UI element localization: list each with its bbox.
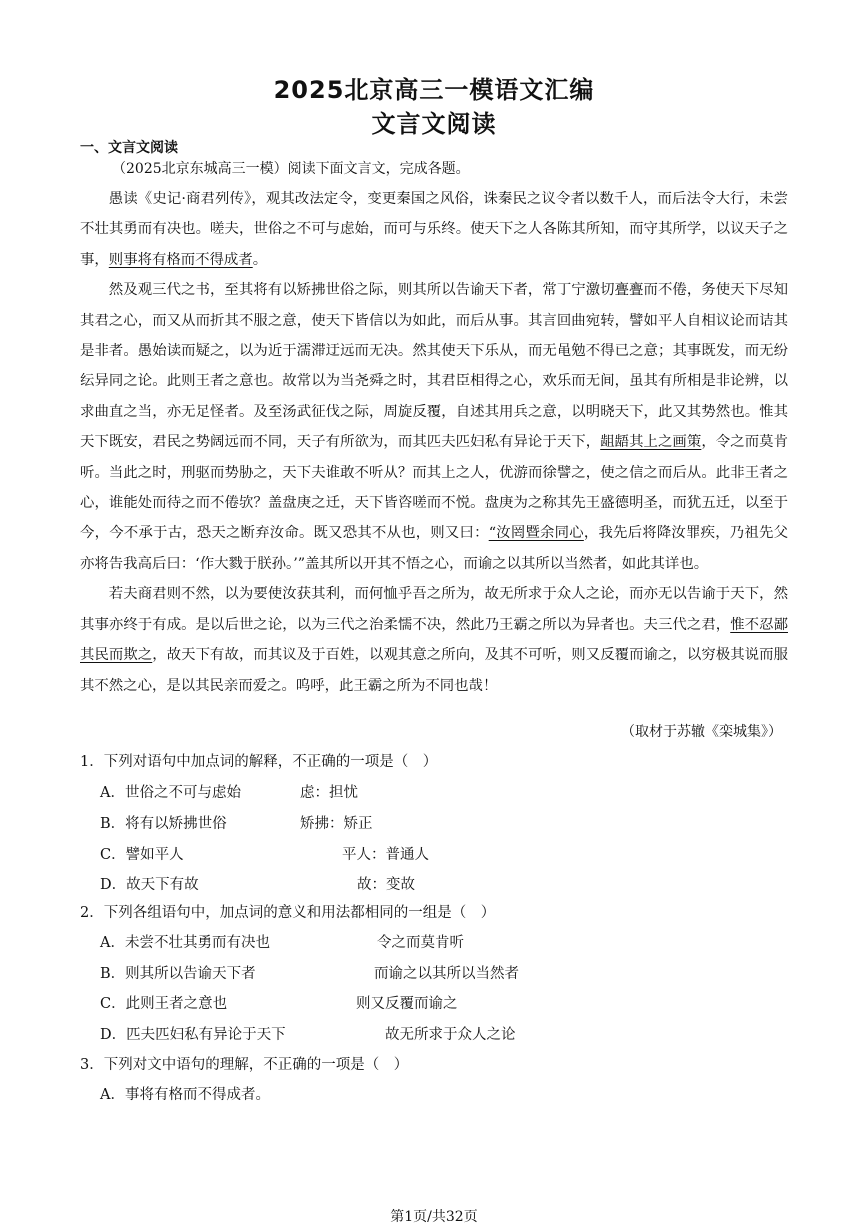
question-2-option-c: C．此则王者之意也 — [100, 996, 228, 1012]
question-1-option-d: D．故天下有故 — [100, 877, 199, 893]
question-1-option-c-definition: 平人：普通人 — [342, 847, 429, 863]
document-subtitle: 文言文阅读 — [371, 110, 497, 138]
passage-text: ，我先后将降汝罪疾，乃祖先父亦将告我高后曰：‘作大戮于朕孙。’”盖其所以开其不悟之心，而谕之以其所以当然者，如此其详也。 — [80, 525, 788, 572]
passage-text: 然及观三代之书，至其将有以矫拂世俗之际，则其所以告谕天下者，常丁宁激切亹亹而不倦，务使天下尽知其君之心，而又从而折其不服之意，使天下皆信以为如此，而后从事。其言回曲宛转，譬如平人自相议论而诘其是非者。愚始读而疑之，以为近于濡滞迂远而无决。然其使天下乐从，而无黾勉不得已之意；其事既发，而无纷纭异同之论。此则王者之意也。故常以为当尧舜之时，其君臣相得之心，欢乐而无间，虽其有所相是非论辨，以求曲直之当，亦无足怪者。及至汤武征伐之际，周旋反覆，自述其用兵之意，以明晓天下，此又其势然也。惟其天下既安，君民之势阔远而不同，天子有所欲为，而其匹夫匹妇私有异论于天下， — [80, 282, 788, 451]
question-2-stem: 2．下列各组语句中，加点词的意义和用法都相同的一组是（ ） — [80, 905, 496, 921]
passage-text: 若夫商君则不然，以为要使汝获其利，而何恤乎吾之所为，故无所求于众人之论，而亦无以告谕于天下，然其事亦终于有成。是以后世之论，以为三代之治柔懦不决，然此乃王霸之所以为异者也。夫三代之君， — [80, 586, 788, 633]
document-title: 2025北京高三一模语文汇编 — [273, 76, 595, 104]
question-2-option-c-pair: 则又反覆而谕之 — [356, 996, 458, 1012]
question-2-option-a: A．未尝不壮其勇而有决也 — [100, 935, 270, 951]
question-2-option-b-pair: 而谕之以其所以当然者 — [374, 966, 519, 982]
passage-text: 。 — [252, 251, 268, 268]
question-3-stem: 3．下列对文中语句的理解，不正确的一项是（ ） — [80, 1057, 409, 1073]
source-citation: （取材于苏辙《栾城集》） — [621, 724, 782, 740]
question-2-option-d: D．匹夫匹妇私有异论于天下 — [100, 1027, 286, 1043]
question-1-option-b-definition: 矫拂：矫正 — [300, 816, 373, 832]
classical-passage — [80, 184, 788, 701]
question-3-option-a: A．事将有格而不得成者。 — [100, 1087, 270, 1103]
passage-paragraph-1 — [80, 184, 788, 275]
question-1-option-a-definition: 虑：担忧 — [300, 785, 358, 801]
question-2-option-a-pair: 令之而莫肯听 — [377, 935, 464, 951]
underlined-phrase: “汝罔暨余同心 — [488, 525, 584, 542]
underlined-phrase: 惟不忍鄙其民而欺之 — [80, 616, 788, 664]
passage-text: ，令之而莫肯听。当此之时，刑驱而势胁之，天下夫谁敢不听从？而其上之人，优游而徐譬之，使之信之而后从。此非王者之心，谁能处而待之而不倦欤？盖盘庚之迁，天下皆咨嗟而不悦。盘庚为之称其先王盛德明圣，而犹五迁，以至于今，今不承于古，恐天之断弃汝命。既又恐其不从也，则又曰： — [80, 434, 788, 542]
page-number: 第1页/共32页 — [390, 1209, 478, 1225]
section-heading: 一、文言文阅读 — [80, 140, 178, 156]
reading-instruction: （2025北京东城高三一模）阅读下面文言文，完成各题。 — [112, 161, 470, 177]
question-1-option-d-definition: 故：变故 — [357, 877, 415, 893]
question-1-stem: 1．下列对语句中加点词的解释，不正确的一项是（ ） — [80, 754, 438, 770]
question-2-option-d-pair: 故无所求于众人之论 — [385, 1027, 516, 1043]
question-1-option-c: C．譬如平人 — [100, 847, 184, 863]
underlined-phrase: 龃龉其上之画策 — [600, 434, 702, 451]
question-1-option-a: A．世俗之不可与虑始 — [100, 785, 241, 801]
passage-text: 愚读《史记·商君列传》，观其改法定令，变更秦国之风俗，诛秦民之议令者以数千人，而后法令大行，未尝不壮其勇而有决也。嗟夫，世俗之不可与虑始，而可与乐终。使天下之人各陈其所知，而守其所学，以议天子之事， — [80, 191, 788, 268]
passage-paragraph-2 — [80, 275, 788, 579]
question-1-option-b: B．将有以矫拂世俗 — [100, 816, 227, 832]
underlined-phrase: 则事将有格而不得成者 — [108, 251, 253, 268]
passage-paragraph-3 — [80, 579, 788, 701]
question-2-option-b: B．则其所以告谕天下者 — [100, 966, 256, 982]
passage-text: ，故天下有故，而其议及于百姓，以观其意之所向，及其不可听，则又反覆而谕之，以穷极其说而服其不然之心，是以其民亲而爱之。呜呼，此王霸之所为不同也哉！ — [80, 647, 788, 694]
